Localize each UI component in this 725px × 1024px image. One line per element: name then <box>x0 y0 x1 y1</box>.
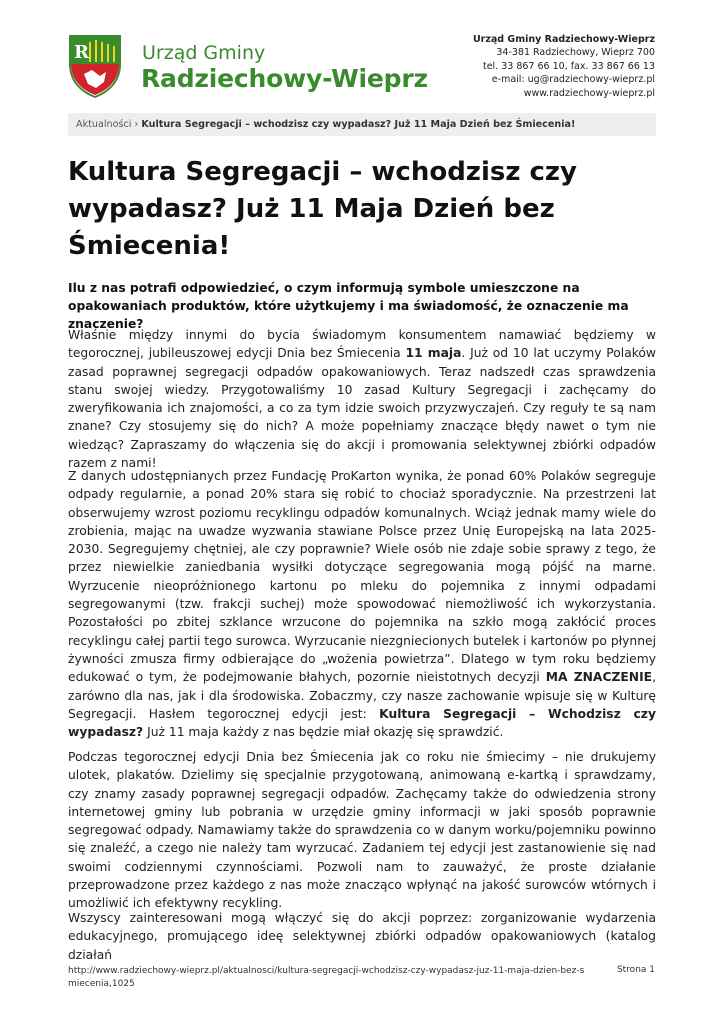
shield-letter: R <box>74 42 89 63</box>
p1-date-bold: 11 maja <box>405 346 462 361</box>
article-paragraph-2 <box>68 467 656 741</box>
coat-of-arms-icon <box>68 34 122 98</box>
site-logo[interactable] <box>68 34 428 100</box>
breadcrumb-current: Kultura Segregacji – wchodzisz czy wypadasz? Już 11 Maja Dzień bez Śmiecenia! <box>141 119 576 130</box>
breadcrumb <box>68 113 656 136</box>
breadcrumb-separator: › <box>134 119 139 130</box>
p1-text-c: . Już od 10 lat uczymy Polaków zasad poprawnej segregacji odpadów opakowaniowych. Teraz nadszedł czas sprawdzenia stanu swojej wiedzy. Przygotowaliśmy 10 zasad Kultury Segregacji i zachęcamy do zweryfikowania ich znajomości, a co za tym idzie swoich przyzwyczajeń. Czy reguły te są nam znane? Czy stosujemy się do nich? A może popełniamy znaczące błędy nawet o tym nie wiedząc? Zapraszamy do włączenia się do akcji i promowania selektywnej zbiórki odpadów razem z nami! <box>68 346 656 471</box>
contact-block <box>473 33 655 100</box>
contact-address: 34-381 Radziechowy, Wieprz 700 <box>496 47 655 59</box>
footer-page-number: Strona 1 <box>616 965 655 975</box>
page-title: Kultura Segregacji – wchodzisz czy wypadasz? Już 11 Maja Dzień bez Śmiecenia! <box>68 157 578 261</box>
p2-text-e: Już 11 maja każdy z nas będzie miał okazję się sprawdzić. <box>143 725 504 740</box>
contact-email[interactable]: e-mail: ug@radziechowy-wieprz.pl <box>491 74 655 86</box>
p2-text-c: , zarówno dla nas, jak i dla środowiska. Zobaczmy, czy nasze zachowanie wpisuje się w Kulturę Segregacji. Hasłem tegorocznej edycji jest: <box>68 670 656 721</box>
p2-bold-ma-znaczenie: MA ZNACZENIE <box>545 670 653 685</box>
logo-line2: Radziechowy-Wieprz <box>141 64 428 93</box>
p2-bold-slogan: Kultura Segregacji – Wchodzisz czy wypadasz? <box>68 706 656 740</box>
article-paragraph-1 <box>68 326 656 472</box>
contact-org: Urząd Gminy Radziechowy-Wieprz <box>472 34 655 45</box>
footer-url[interactable]: http://www.radziechowy-wieprz.pl/aktualnosci/kultura-segregacji-wchodzisz-czy-wypadasz-juz-11-maja-dzien-bez-smiecenia,1025 <box>68 966 585 989</box>
p2-text-a: Z danych udostępnianych przez Fundację ProKarton wynika, że ponad 60% Polaków segreguje odpady regularnie, a ponad 20% stara się robić to chociaż sporadycznie. Na przestrzeni lat obserwujemy wzrost poziomu recyklingu odpadów komunalnych. Wciąż jednak mamy wiele do zrobienia, mając na uwadze wyzwania stawiane Polsce przez Unię Europejską na lata 2025-2030. Segregujemy chętniej, ale czy poprawnie? Wiele osób nie zdaje sobie sprawy z tego, że przez niewielkie zaniedbania wysiłki dotyczące segregowania mogą pójść na marne. Wyrzucenie nieopróżnionego kartonu po mleku do pojemnika z innymi odpadami segregowanymi (tzw. frakcji suchej) może spowodować niemożliwość ich wykorzystania. Pozostałości po zbitej szklance wrzucone do pojemnika na szkło mogą zakłócić proces recyklingu całej partii tego surowca. Wyrzucanie niezgniecionych butelek i kartonów po płynnej żywności zmusza firmy odbierające do „wożenia powietrza”. Dlatego w tym roku będziemy edukować o tym, że podejmowanie błahych, pozornie nieistotnych decyzji <box>68 469 656 685</box>
logo-line1: Urząd Gminy <box>142 42 266 64</box>
article-paragraph-4: Wszyscy zainteresowani mogą włączyć się do akcji poprzez: zorganizowanie wydarzenia edukacyjnego, promującego ideę selektywnej zbiórki odpadów opakowaniowych (katalog działań <box>68 911 656 962</box>
article-paragraph-3: Podczas tegorocznej edycji Dnia bez Śmiecenia jak co roku nie śmiecimy – nie drukujemy ulotek, plakatów. Dzielimy się specjalnie przygotowaną, animowaną e-kartką i sprawdzamy, czy znamy zasady poprawnej segregacji odpadów. Zachęcamy także do odwiedzenia strony internetowej gminy lub pobrania w urzędzie gminy informacji w jaki sposób poprawnie segregować odpady. Namawiamy także do sprawdzenia co w danym worku/pojemniku powinno się znaleźć, a czego nie należy tam wyrzucać. Zadaniem tej edycji jest zastanowienie się nad swoimi codziennymi czynnościami. Pozwoli nam to zauważyć, że proste działanie przeprowadzone przez każdego z nas może znacząco wpłynąć na jakość surowców wtórnych i umożliwić ich efektywny recykling. <box>68 750 656 911</box>
contact-phone: tel. 33 867 66 10, fax. 33 867 66 13 <box>482 60 655 72</box>
contact-www[interactable]: www.radziechowy-wieprz.pl <box>523 87 655 99</box>
breadcrumb-parent[interactable]: Aktualności <box>76 119 132 130</box>
p1-text-a: Właśnie między innymi do bycia świadomym konsumentem namawiać będziemy w tegorocznej, jubileuszowej edycji Dnia bez Śmiecenia <box>68 328 656 361</box>
article-lead: Ilu z nas potrafi odpowiedzieć, o czym informują symbole umieszczone na opakowaniach produktów, które użytkujemy i ma świadomość, że oznaczenie ma znaczenie? <box>68 281 629 332</box>
